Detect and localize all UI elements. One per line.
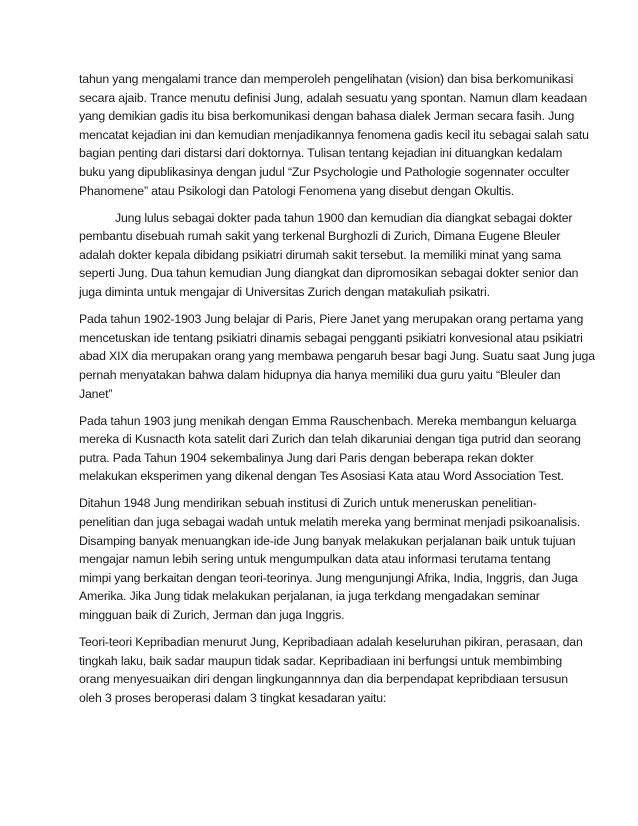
text-line: adalah dokter kepala dibidang psikiatri dirumah sakit tersebut. Ia memiliki minat yang sama <box>79 247 561 262</box>
paragraph-6 <box>79 633 583 707</box>
paragraph-4 <box>79 412 581 486</box>
text-line: yang demikian gadis itu bisa berkomunikasi dengan bahasa dialek Jerman secara fasih. Jung <box>79 109 575 124</box>
text-line: pembantu disebuah rumah sakit yang terkenal Burghozli di Zurich, Dimana Eugene Bleuler <box>79 229 561 244</box>
text-line: tahun yang mengalami trance dan memperoleh pengelihatan (vision) dan bisa berkomunikasi <box>79 72 574 86</box>
text-line: mingguan baik di Zurich, Jerman dan juga Inggris. <box>79 608 345 623</box>
text-line: Disamping banyak menuangkan ide-ide Jung banyak melakukan perjalanan baik untuk tujuan <box>79 533 576 548</box>
text-line: mencatat kejadian ini dan kemudian menjadikannya fenomena gadis kecil itu sebagai salah satu <box>79 127 589 142</box>
text-line: penelitian dan juga sebagai wadah untuk melatih mereka yang berminat menjadi psikoanalisis. <box>79 515 581 530</box>
text-line: Ditahun 1948 Jung mendirikan sebuah institusi di Zurich untuk meneruskan penelitian- <box>79 496 537 511</box>
text-line: mencetuskan ide tentang psikiatri dinamis sebagai pengganti psikiatri konvesional atau psikiatri <box>79 330 583 345</box>
text-line: Pada tahun 1903 jung menikah dengan Emma Rauschenbach. Mereka membangun keluarga <box>79 413 577 428</box>
text-line: secara ajaib. Trance menutu definisi Jung, adalah sesuatu yang spontan. Namun dlam keadaan <box>79 90 588 105</box>
text-line: pernah menyatakan bahwa dalam hidupnya dia hanya memiliki dua guru yaitu “Bleuler dan <box>79 367 561 382</box>
text-line: Amerika. Jika Jung tidak melakukan perjalanan, ia juga terkdang mengadakan seminar <box>79 589 540 604</box>
text-line: mereka di Kusnacth kota satelit dari Zurich dan telah dikaruniai dengan tiga putrid dan seorang <box>79 432 581 447</box>
text-line: seperti Jung. Dua tahun kemudian Jung diangkat dan dipromosikan sebagai dokter senior dan <box>79 266 579 281</box>
text-line: Janet” <box>79 386 113 401</box>
text-line: buku yang dipublikasinya dengan judul “Zur Psychologie und Pathologie sogennater occulter <box>79 164 570 179</box>
text-line: melakukan eksperimen yang dikenal dengan Tes Asosiasi Kata atau Word Association Test. <box>79 469 564 484</box>
paragraph-2 <box>79 209 579 302</box>
text-line: mimpi yang berkaitan dengan teori-teorinya. Jung mengunjungi Afrika, India, Inggris, dan Juga <box>79 570 578 585</box>
text-line: bagian penting dari distarsi dari doktornya. Tulisan tentang kejadian ini dituangkan kedalam <box>79 146 563 161</box>
paragraph-3 <box>79 310 595 403</box>
paragraph-5 <box>79 494 581 624</box>
paragraph-1 <box>79 70 589 200</box>
body-text <box>79 70 595 716</box>
text-line: juga diminta untuk mengajar di Universitas Zurich dengan matakuliah psikatri. <box>79 285 490 300</box>
text-line: Teori-teori Kepribadian menurut Jung, Kepribadiaan adalah keseluruhan pikiran, perasaan, dan <box>79 635 583 650</box>
text-line: mengajar namun lebih sering untuk mengumpulkan data atau informasi terutama tentang <box>79 552 551 567</box>
text-line: tingkah laku, baik sadar maupun tidak sadar. Kepribadiaan ini berfungsi untuk membimbing <box>79 653 563 668</box>
text-line: Jung lulus sebagai dokter pada tahun 1900 dan kemudian dia diangkat sebagai dokter <box>115 210 573 225</box>
text-line: Phanomene” atau Psikologi dan Patologi Fenomena yang disebut dengan Okultis. <box>79 183 514 198</box>
text-line: Pada tahun 1902-1903 Jung belajar di Paris, Piere Janet yang merupakan orang pertama yang <box>79 312 584 327</box>
text-line: orang menyesuaikan diri dengan lingkungannnya dan dia berpendapat kepribdiaan tersusun <box>79 672 568 687</box>
text-line: oleh 3 proses beroperasi dalam 3 tingkat kesadaran yaitu: <box>79 690 387 705</box>
text-line: abad XIX dia merupakan orang yang membawa pengaruh besar bagi Jung. Suatu saat Jung juga <box>79 349 595 364</box>
text-line: putra. Pada Tahun 1904 sekembalinya Jung dari Paris dengan beberapa rekan dokter <box>79 450 534 465</box>
